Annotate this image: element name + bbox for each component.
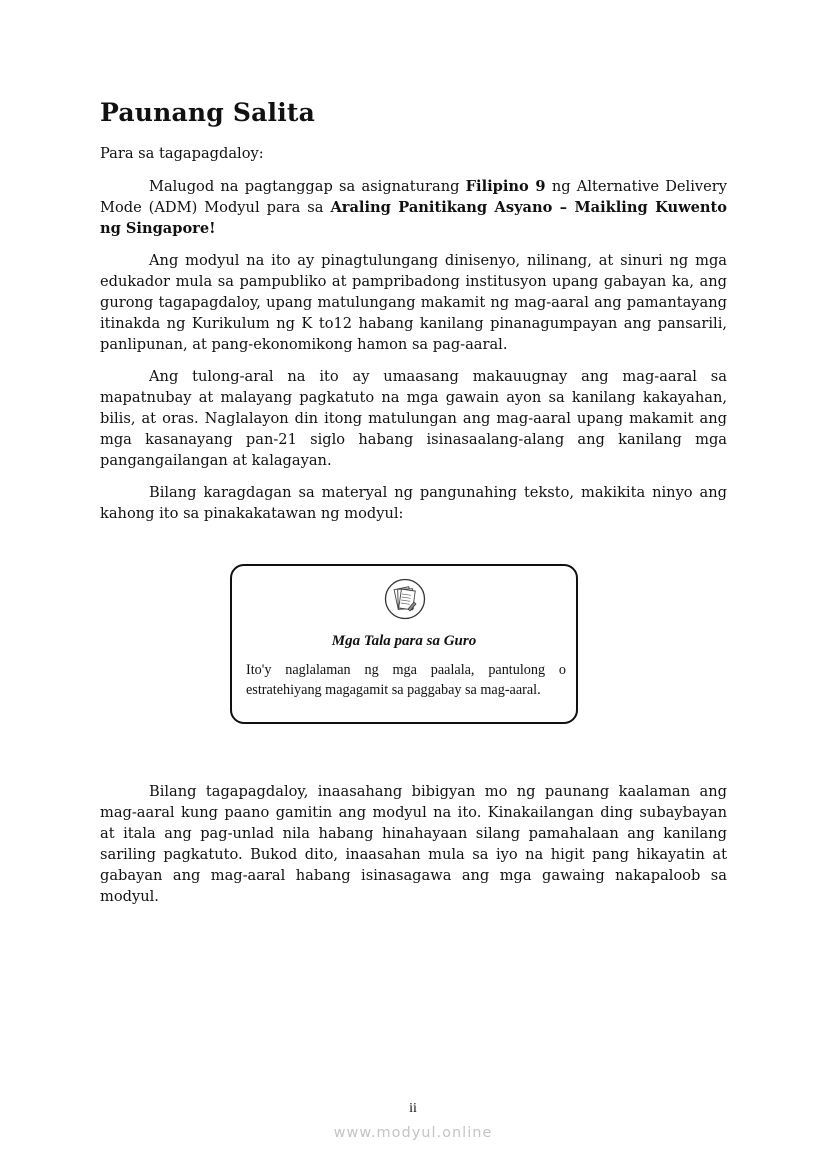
welcome-text-c: ng Alternative Delivery Mode (ADM) Modyul para sa [100,178,727,216]
note-box-title: Mga Tala para sa Guro [331,633,477,649]
box-intro-paragraph: Bilang karagdagan sa materyal ng pangunahing teksto, makikita ninyo ang kahong ito sa pinakakatawan ng modyul: [100,484,727,522]
watermark: www.modyul.online [333,1125,493,1141]
facilitator-paragraph: Bilang tagapagdaloy, inaasahang bibigyan mo ng paunang kaalaman ang mag-aaral kung paano gamitin ang modyul na ito. Kinakailangan ding subaybayan at itala ang pag-unlad nila habang hinahayaan silang pamahalaan ang kanilang sariling pagkatuto. Bukod dito, inaasahan mula sa iyo na higit pang hikayatin at gabayan ang mag-aaral habang isinasagawa ang mga gawaing nakapaloob sa modyul. [100,783,727,905]
teacher-notes-box [230,564,578,724]
teacher-notes-icon [384,578,426,620]
intro-section [100,143,727,535]
page-number: ii [409,1101,417,1116]
welcome-text-a: Malugod na pagtanggap sa asignaturang [149,178,466,195]
module-design-paragraph: Ang modyul na ito ay pinagtulungang dinisenyo, nilinang, at sinuri ng mga edukador mula sa pampubliko at pampribadong institusyon upang gabayan ka, ang gurong tagapagdaloy, upang matulungang makamit ng mag-aaral ang pamantayang itinakda ng Kurikulum ng K to12 habang kanilang pinanagumpayan ang pansarili, panlipunan, at pang-ekonomikong hamon sa pag-aaral. [100,252,727,353]
module-title: Araling Panitikang Asyano – Maikling Kuwento ng Singapore! [100,199,727,237]
closing-section [100,781,727,907]
subject-name: Filipino 9 [465,178,546,195]
welcome-paragraph [100,176,727,239]
salutation: Para sa tagapagdaloy: [100,145,264,162]
note-box-text: Ito'y naglalaman ng mga paalala, pantulong o estratehiyang magagamit sa paggabay sa mag-aaral. [246,662,566,698]
page-title: Paunang Salita [100,98,316,127]
learning-aid-paragraph: Ang tulong-aral na ito ay umaasang makauugnay ang mag-aaral sa mapatnubay at malayang pagkatuto na mga gawain ayon sa kanilang kakayahan, bilis, at oras. Naglalayon din itong matulungan ang mag-aaral upang makamit ang mga kasanayang pan-21 siglo habang isinasaalang-alang ang kanilang mga pangangailangan at kalagayan. [100,368,727,469]
